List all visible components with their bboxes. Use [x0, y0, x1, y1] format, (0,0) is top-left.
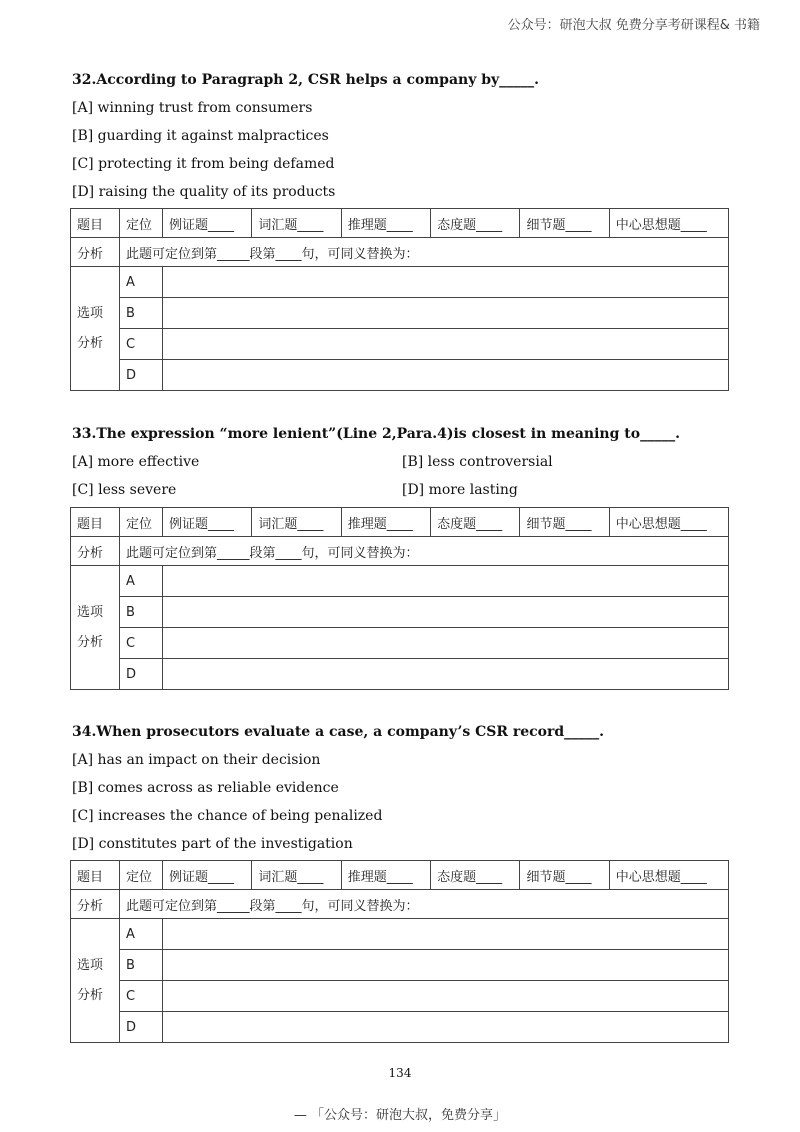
- analysis-table-32: [70, 208, 729, 391]
- page-number: 134: [388, 1066, 412, 1080]
- label-question: 题目: [71, 508, 120, 537]
- question-34: [72, 722, 732, 854]
- option-letter-b: B: [120, 950, 163, 981]
- type-example: 例证题____: [163, 209, 252, 238]
- type-example: 例证题____: [163, 861, 252, 890]
- option-row: [72, 480, 732, 500]
- analysis-table-33: [70, 507, 729, 690]
- type-attitude: 态度题____: [431, 508, 520, 537]
- label-option-analysis: 选项 分析: [71, 566, 120, 690]
- question-title: 34.When prosecutors evaluate a case, a company’s CSR record_____.: [72, 724, 605, 740]
- type-attitude: 态度题____: [431, 861, 520, 890]
- page-footer: — 「公众号：研泡大叔，免费分享」: [293, 1108, 507, 1123]
- option-analysis-c[interactable]: [163, 329, 729, 360]
- option-letter-c: C: [120, 628, 163, 659]
- option-letter-a: A: [120, 919, 163, 950]
- analysis-table-34: [70, 860, 729, 1043]
- type-vocab: 词汇题____: [252, 508, 341, 537]
- option-b: [B] guarding it against malpractices: [72, 128, 329, 144]
- option-letter-d: D: [120, 360, 163, 391]
- type-detail: 细节题____: [520, 861, 609, 890]
- option-analysis-a[interactable]: [163, 566, 729, 597]
- type-inference: 推理题____: [341, 209, 430, 238]
- label-question: 题目: [71, 209, 120, 238]
- option-letter-c: C: [120, 981, 163, 1012]
- option-a: [A] more effective: [72, 454, 200, 470]
- option-b: [B] comes across as reliable evidence: [72, 780, 339, 796]
- type-detail: 细节题____: [520, 209, 609, 238]
- option-c: [C] protecting it from being defamed: [72, 156, 335, 172]
- type-vocab: 词汇题____: [252, 209, 341, 238]
- question-32: [72, 70, 732, 202]
- type-inference: 推理题____: [341, 508, 430, 537]
- option-letter-d: D: [120, 1012, 163, 1043]
- type-locate: 定位: [120, 209, 163, 238]
- option-analysis-d[interactable]: [163, 1012, 729, 1043]
- locate-sentence: 此题可定位到第_____段第____句，可同义替换为：: [120, 537, 729, 566]
- type-vocab: 词汇题____: [252, 861, 341, 890]
- type-main-idea: 中心思想题____: [609, 861, 728, 890]
- option-letter-d: D: [120, 659, 163, 690]
- type-main-idea: 中心思想题____: [609, 209, 728, 238]
- option-analysis-a[interactable]: [163, 267, 729, 298]
- option-c: [C] increases the chance of being penalized: [72, 808, 383, 824]
- locate-sentence: 此题可定位到第_____段第____句，可同义替换为：: [120, 238, 729, 267]
- type-detail: 细节题____: [520, 508, 609, 537]
- type-main-idea: 中心思想题____: [609, 508, 728, 537]
- option-b: [B] less controversial: [402, 454, 553, 470]
- question-title: 33.The expression “more lenient”(Line 2,Para.4)is closest in meaning to_____.: [72, 426, 680, 442]
- option-analysis-d[interactable]: [163, 659, 729, 690]
- label-option-analysis: 选项 分析: [71, 267, 120, 391]
- option-analysis-a[interactable]: [163, 919, 729, 950]
- option-analysis-c[interactable]: [163, 628, 729, 659]
- question-33: [72, 424, 732, 500]
- option-letter-c: C: [120, 329, 163, 360]
- type-example: 例证题____: [163, 508, 252, 537]
- option-analysis-b[interactable]: [163, 298, 729, 329]
- option-d: [D] constitutes part of the investigation: [72, 836, 353, 852]
- type-locate: 定位: [120, 861, 163, 890]
- type-locate: 定位: [120, 508, 163, 537]
- option-analysis-d[interactable]: [163, 360, 729, 391]
- label-analysis: 分析: [71, 537, 120, 566]
- option-letter-b: B: [120, 597, 163, 628]
- label-analysis: 分析: [71, 890, 120, 919]
- option-row: [72, 452, 732, 472]
- option-analysis-c[interactable]: [163, 981, 729, 1012]
- question-title: 32.According to Paragraph 2, CSR helps a company by_____.: [72, 72, 540, 88]
- option-a: [A] has an impact on their decision: [72, 752, 321, 768]
- page-header: 公众号：研泡大叔 免费分享考研课程& 书籍: [507, 18, 760, 33]
- option-letter-b: B: [120, 298, 163, 329]
- option-analysis-b[interactable]: [163, 597, 729, 628]
- option-d: [D] more lasting: [402, 482, 518, 498]
- label-option-analysis: 选项 分析: [71, 919, 120, 1043]
- locate-sentence: 此题可定位到第_____段第____句，可同义替换为：: [120, 890, 729, 919]
- option-analysis-b[interactable]: [163, 950, 729, 981]
- label-question: 题目: [71, 861, 120, 890]
- option-letter-a: A: [120, 566, 163, 597]
- option-a: [A] winning trust from consumers: [72, 100, 313, 116]
- option-d: [D] raising the quality of its products: [72, 184, 336, 200]
- type-inference: 推理题____: [341, 861, 430, 890]
- option-c: [C] less severe: [72, 482, 177, 498]
- type-attitude: 态度题____: [431, 209, 520, 238]
- option-letter-a: A: [120, 267, 163, 298]
- label-analysis: 分析: [71, 238, 120, 267]
